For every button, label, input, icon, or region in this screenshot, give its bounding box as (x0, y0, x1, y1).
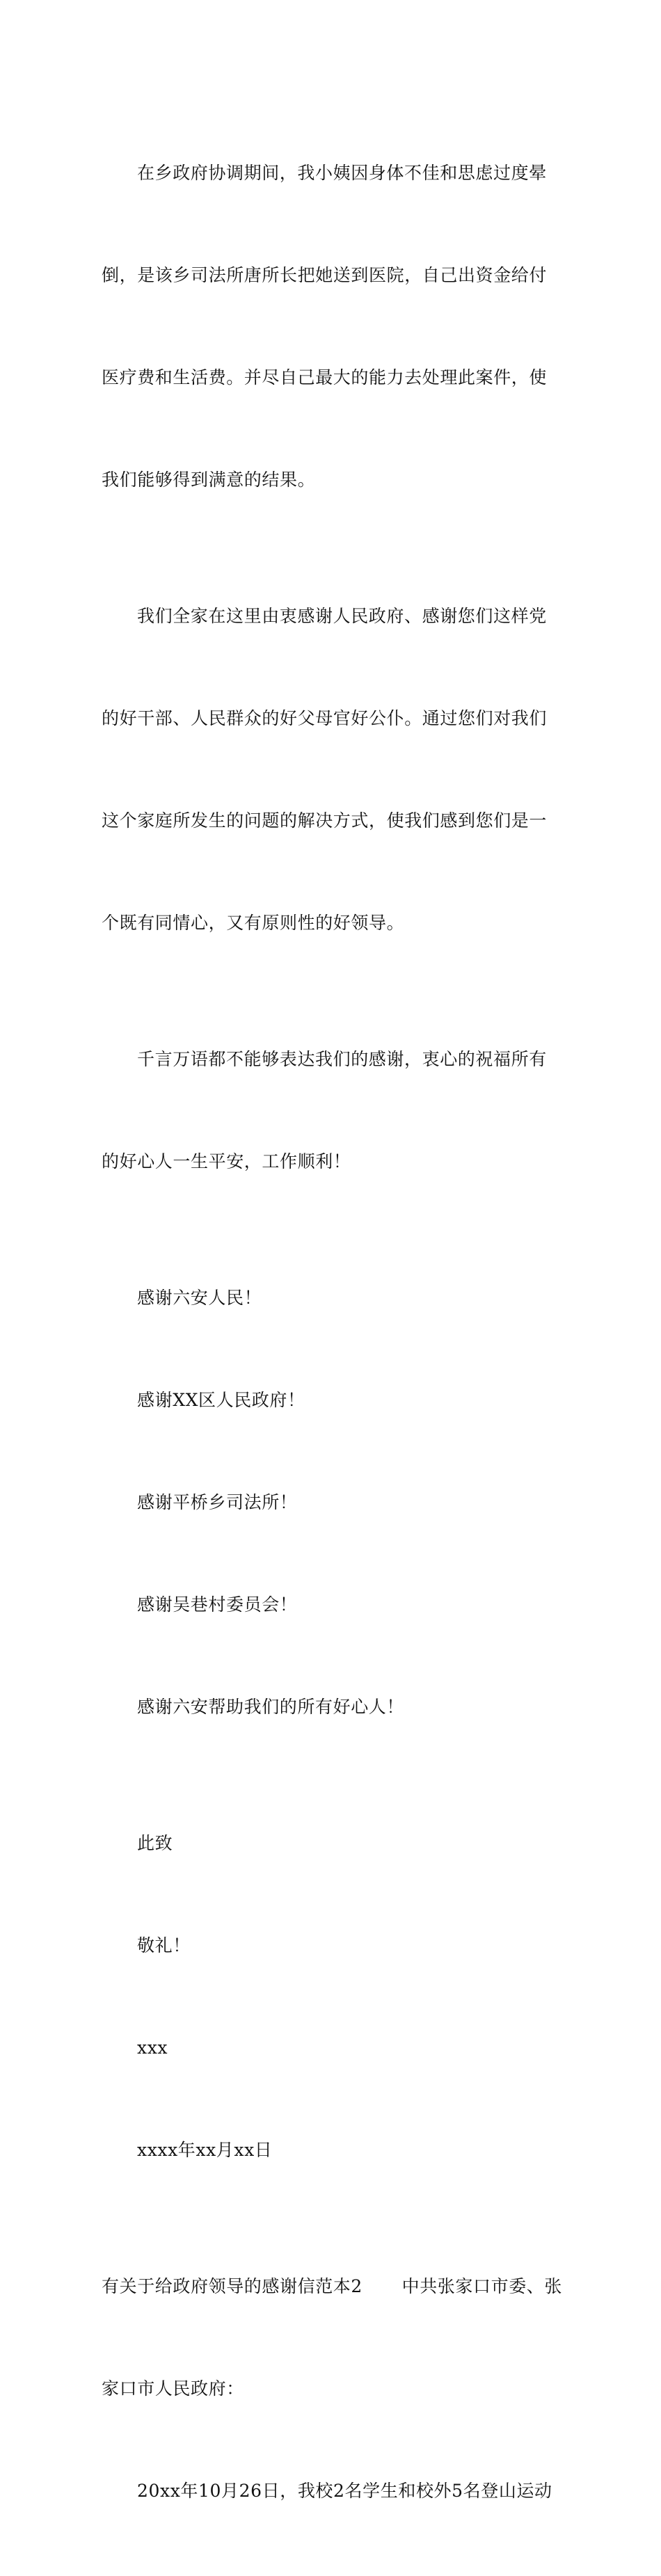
thanks-line-3: 感谢平桥乡司法所！ (137, 1492, 298, 1512)
paragraph-3-line-2: 的好心人一生平安，工作顺利！ (102, 1151, 351, 1171)
paragraph-2-line-2: 的好干部、人民群众的好父母官好公仆。通过您们对我们 (102, 708, 548, 728)
signature: xxx (137, 2038, 168, 2058)
recipient-part-1: 中共张家口市委、张 (401, 2276, 562, 2296)
sample-heading-line (102, 2269, 562, 2303)
paragraph-1-line-3: 医疗费和生活费。并尽自己最大的能力去处理此案件，使 (102, 367, 548, 387)
date-line: xxxx年xx月xx日 (137, 2140, 273, 2160)
paragraph-3-line-1: 千言万语都不能够表达我们的感谢，衷心的祝福所有 (137, 1049, 547, 1069)
paragraph-2-line-4: 个既有同情心，又有原则性的好领导。 (102, 913, 405, 933)
letter-body (102, 88, 562, 2576)
recipient-part-2: 家口市人民政府： (102, 2378, 244, 2399)
paragraph-2-line-3: 这个家庭所发生的问题的解决方式，使我们感到您们是一 (102, 810, 548, 831)
thanks-line-2: 感谢XX区人民政府！ (137, 1390, 305, 1410)
sample-title: 有关于给政府领导的感谢信范本2 (102, 2276, 363, 2296)
thanks-line-1: 感谢六安人民！ (137, 1288, 262, 1308)
thanks-line-5: 感谢六安帮助我们的所有好心人！ (137, 1697, 405, 1717)
closing-salutation: 此致 (137, 1833, 173, 1853)
paragraph-1-line-1: 在乡政府协调期间，我小姨因身体不佳和思虑过度晕 (137, 163, 547, 183)
thanks-line-4: 感谢吴巷村委员会！ (137, 1594, 298, 1615)
paragraph-2-line-1: 我们全家在这里由衷感谢人民政府、感谢您们这样党 (137, 606, 547, 626)
closing-regards: 敬礼！ (137, 1935, 191, 1955)
paragraph-1-line-2: 倒，是该乡司法所唐所长把她送到医院，自己出资金给付 (102, 265, 548, 285)
next-paragraph-start: 20xx年10月26日，我校2名学生和校外5名登山运动 (137, 2481, 552, 2501)
paragraph-1-line-4: 我们能够得到满意的结果。 (102, 470, 316, 490)
